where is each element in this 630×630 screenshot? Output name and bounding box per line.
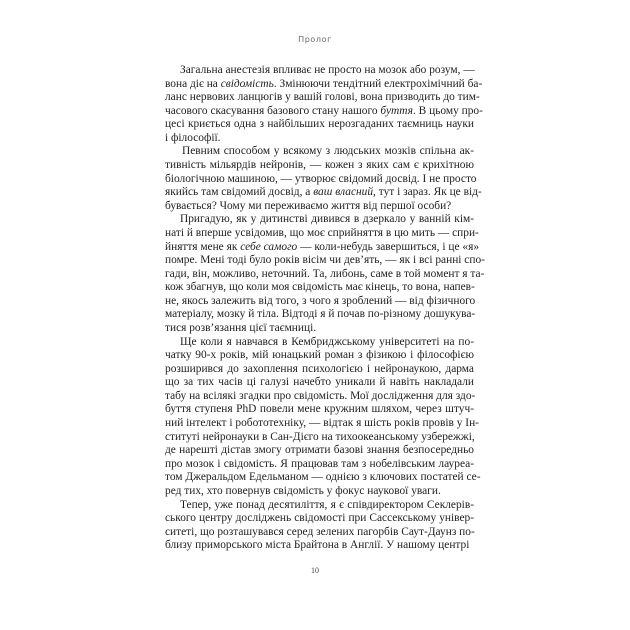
emphasis: ваш власний xyxy=(313,186,374,199)
text-line: біологічною машиною, — утворює свідомий досвід. І не просто xyxy=(165,172,477,185)
text-line: ситеті, що розташувався серед зелених пагорбів Саут-Даунз по- xyxy=(165,525,475,538)
text-line: ського центру досліджень свідомості при Сассекському універ- xyxy=(165,512,474,525)
emphasis: буття xyxy=(380,104,413,117)
emphasis: себе самого xyxy=(240,240,298,253)
text-line: розширився до захоплення психологією і нейронаукою, дарма xyxy=(165,362,474,375)
text-line: Загальна анестезія впливає не просто на мозок або розум, — xyxy=(180,64,475,76)
text-line: наті й вперше усвідомив, що моє сприйняття в цю мить — спри- xyxy=(165,226,479,239)
text-line: ред тих, хто повернув свідомість у фокус наукової уваги. xyxy=(165,484,441,497)
text-line: і філософії. xyxy=(165,131,221,144)
text-line: де нарешті дістав змогу отримати базові знання безпосередньо xyxy=(165,444,474,457)
text-line: близу приморського міста Брайтона в Англії. У нашому центрі xyxy=(165,539,470,552)
text-line: Ще коли я навчався в Кембриджському університеті на по- xyxy=(180,335,474,348)
text-line: йняття мене як себе самого — коли-небудь завершиться, і це «я» xyxy=(165,240,480,253)
body-text xyxy=(165,64,485,553)
text-line: буття ступеня PhD повели мене кружним шляхом, через штуч- xyxy=(165,403,474,416)
text-line: табу на всілякі згадки про свідомість. Мої дослідження для здо- xyxy=(165,389,476,402)
emphasis: свідомість xyxy=(220,77,274,90)
text-line: часового скасування базового стану нашого буття. В цьому про- xyxy=(165,104,483,117)
text-line: що за тих часів ці галузі начебто уникали й навіть накладали xyxy=(165,376,474,389)
text-line: вона діє на свідомість. Змінюючи тендітний електрохімічний ба- xyxy=(165,77,483,90)
paragraph xyxy=(165,335,481,499)
paragraph xyxy=(165,213,485,335)
text-line: ституті нейронауки в Сан-Дієго на тихоокеанському узбережжі, xyxy=(165,430,475,443)
paragraph xyxy=(165,145,482,213)
text-line: цесі криється одна з найбільших нерозгаданих таємниць науки xyxy=(165,118,474,131)
text-line: про мозок і свідомість. Я працював там з нобелівським лауреа- xyxy=(165,457,474,470)
text-line: тивність мільярдів нейронів, — кожен з яких сам є крихітною xyxy=(165,159,474,172)
text-line: кож збагнув, що коли моя свідомість має кінець, то вона, напев- xyxy=(165,281,475,294)
text-line: якийсь там свідомий досвід, а ваш власний, тут і зараз. Як це від- xyxy=(165,186,482,199)
text-line: Певним способом у всякому з людських мозків спільна ак- xyxy=(182,145,474,158)
text-line: Пригадую, як у дитинстві дивився в дзеркало у ванній кім- xyxy=(180,213,474,226)
text-line: бувається? Чому ми переживаємо життя від першої особи? xyxy=(165,199,452,212)
text-line: ланс нервових ланцюгів у вашій голові, вона призводить до тим- xyxy=(165,91,480,104)
text-line: Тепер, уже понад десятиліття, я є співдиректором Секлерів- xyxy=(180,498,474,511)
text-line: не, якось залежить від того, з чого я зроблений — від фізичного xyxy=(165,294,476,307)
text-line: помре. Мені тоді було років вісім чи дев’ять, — як і всі ранні спо- xyxy=(165,254,485,267)
paragraph xyxy=(165,499,474,553)
text-line: чатку 90-х років, мій юнацький роман з фізикою і філософією xyxy=(165,349,474,362)
text-line: гади, він, можливо, неточний. Та, либонь, саме в той момент я та- xyxy=(165,267,485,280)
text-line: ний інтелект і робототехніку, — відтак я шість років провів у Ін- xyxy=(165,417,479,430)
text-line: тися розв’язання цієї таємниці. xyxy=(165,321,317,334)
text-line: том Джеральдом Едельманом — однією з ключових постатей се- xyxy=(165,471,481,484)
page-number: 10 xyxy=(311,566,319,575)
running-head: Пролог xyxy=(298,35,332,44)
text-line: матеріалу, мозку й тіла. Відтоді я й почав по-різному дошукува- xyxy=(165,308,476,321)
paragraph xyxy=(165,64,483,145)
